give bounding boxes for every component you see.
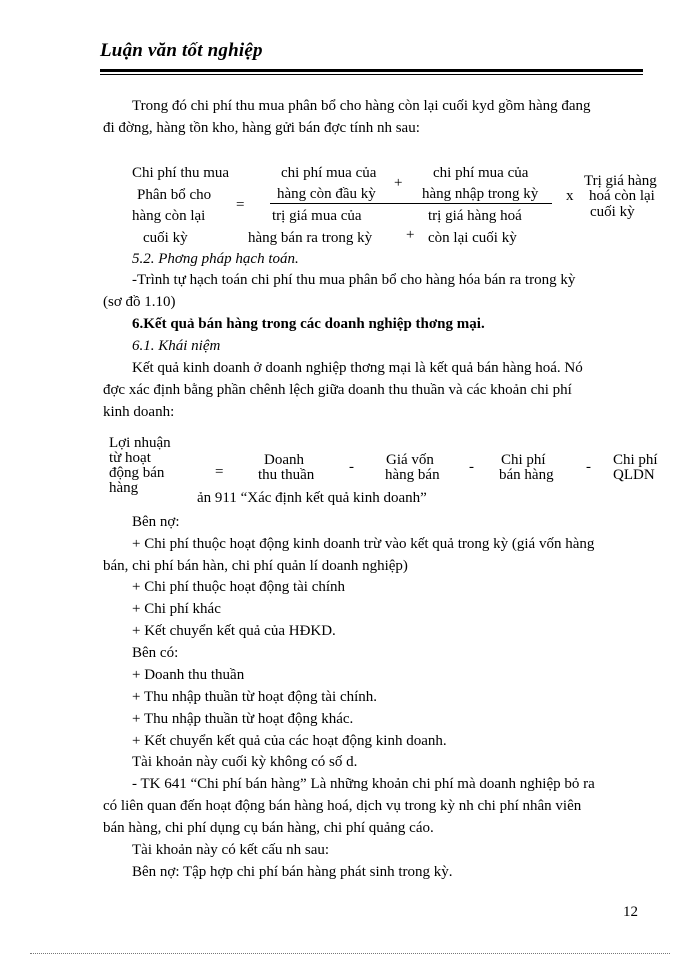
f2-term4-a: Chi phí bbox=[613, 452, 658, 468]
running-header: Luận văn tốt nghiệp bbox=[100, 40, 263, 61]
list-item: + Chi phí khác bbox=[132, 601, 221, 617]
list-item: + Doanh thu thuần bbox=[132, 667, 245, 683]
list-item: Tài khoản này có kết cấu nh sau: bbox=[132, 842, 330, 858]
list-item: + Thu nhập thuần từ hoạt động tài chính. bbox=[132, 689, 378, 705]
f1-fraction-line bbox=[270, 203, 552, 204]
f1-left-4: cuối kỳ bbox=[143, 230, 188, 246]
para3-line3: kinh doanh: bbox=[103, 404, 175, 420]
list-item: - TK 641 “Chi phí bán hàng” Là những khoản chi phí mà doanh nghiệp bỏ ra bbox=[132, 776, 595, 792]
f2-left-4: hàng bbox=[109, 480, 139, 496]
f2-left-2: từ hoạt bbox=[109, 450, 151, 466]
list-item: có liên quan đến hoạt động bán hàng hoá, dịch vụ trong kỳ nh chi phí nhân viên bbox=[103, 798, 582, 814]
list-item: Tài khoản này cuối kỳ không có số d. bbox=[132, 754, 358, 770]
f1-left-1: Chi phí thu mua bbox=[132, 165, 230, 181]
list-item: Bên nợ: bbox=[132, 514, 180, 530]
f1-plus-top: + bbox=[394, 175, 403, 191]
header-rule-thick bbox=[100, 69, 643, 72]
f1-left-2: Phân bổ cho bbox=[137, 187, 212, 203]
f2-term3-a: Chi phí bbox=[501, 452, 546, 468]
f2-term2-b: hàng bán bbox=[385, 467, 440, 483]
f1-num-a1: chi phí mua của bbox=[281, 165, 377, 181]
section-6-title: 6.Kết quả bán hàng trong các doanh nghiệp thơng mại. bbox=[132, 316, 485, 332]
para1-line1: Trong đó chi phí thu mua phân bổ cho hàng còn lại cuối kyd gồm hàng đang bbox=[132, 98, 591, 114]
f2-left-1: Lợi nhuận bbox=[109, 435, 171, 451]
f2-term1-a: Doanh bbox=[264, 452, 304, 468]
f1-num-a2: hàng còn đầu kỳ bbox=[277, 186, 376, 202]
list-item: + Kết chuyển kết quả của HĐKD. bbox=[132, 623, 336, 639]
f1-times: x bbox=[566, 188, 574, 204]
f1-num-b1: chi phí mua của bbox=[433, 165, 529, 181]
list-item: bán, chi phí bán hàn, chi phí quản lí doanh nghiệp) bbox=[103, 558, 408, 574]
f1-right-1: Trị giá hàng bbox=[584, 173, 657, 189]
list-item: Bên có: bbox=[132, 645, 179, 661]
page-number: 12 bbox=[623, 904, 638, 920]
para3-line1: Kết quả kinh doanh ở doanh nghiệp thơng mại là kết quả bán hàng hoá. Nó bbox=[132, 360, 583, 376]
list-item: + Thu nhập thuần từ hoạt động khác. bbox=[132, 711, 354, 727]
f1-den-b1: trị giá hàng hoá bbox=[428, 208, 522, 224]
section-5-2-title: 5.2. Phơng pháp hạch toán. bbox=[132, 251, 299, 267]
tk911-line: ản 911 “Xác định kết quả kinh doanh” bbox=[197, 490, 427, 506]
f2-minus-1: - bbox=[349, 459, 354, 475]
f2-left-3: động bán bbox=[109, 465, 165, 481]
para2-line2: (sơ đồ 1.10) bbox=[103, 294, 176, 310]
para1-line2: đi đờng, hàng tồn kho, hàng gửi bán đợc tính nh sau: bbox=[103, 120, 420, 136]
f2-equals: = bbox=[215, 464, 224, 480]
para3-line2: đợc xác định bằng phần chênh lệch giữa doanh thu thuần và các khoản chi phí bbox=[103, 382, 572, 398]
f2-minus-2: - bbox=[469, 459, 474, 475]
f2-term4-b: QLDN bbox=[613, 467, 655, 483]
f1-den-b2: còn lại cuối kỳ bbox=[428, 230, 517, 246]
f2-minus-3: - bbox=[586, 459, 591, 475]
para2-line1: -Trình tự hạch toán chi phí thu mua phân bổ cho hàng hóa bán ra trong kỳ bbox=[132, 272, 576, 288]
f1-den-a1: trị giá mua của bbox=[272, 208, 362, 224]
header-rule-thin bbox=[100, 74, 643, 75]
f2-term2-a: Giá vốn bbox=[386, 452, 434, 468]
f1-num-b2: hàng nhập trong kỳ bbox=[422, 186, 539, 202]
list-item: + Chi phí thuộc hoạt động kinh doanh trừ vào kết quả trong kỳ (giá vốn hàng bbox=[132, 536, 595, 552]
f1-right-3: cuối kỳ bbox=[590, 204, 635, 220]
f1-right-2: hoá còn lại bbox=[589, 188, 655, 204]
f2-term3-b: bán hàng bbox=[499, 467, 554, 483]
f1-plus-bottom: + bbox=[406, 227, 415, 243]
list-item: + Kết chuyển kết quả của các hoạt động kinh doanh. bbox=[132, 733, 447, 749]
list-item: bán hàng, chi phí dụng cụ bán hàng, chi phí quảng cáo. bbox=[103, 820, 434, 836]
f1-left-3: hàng còn lại bbox=[132, 208, 206, 224]
f1-den-a2: hàng bán ra trong kỳ bbox=[248, 230, 373, 246]
f2-term1-b: thu thuần bbox=[258, 467, 315, 483]
section-6-1-title: 6.1. Khái niệm bbox=[132, 338, 221, 354]
bottom-dotted-rule bbox=[30, 953, 670, 954]
list-item: Bên nợ: Tập hợp chi phí bán hàng phát sinh trong kỳ. bbox=[132, 864, 453, 880]
f1-equals: = bbox=[236, 197, 245, 213]
list-item: + Chi phí thuộc hoạt động tài chính bbox=[132, 579, 346, 595]
